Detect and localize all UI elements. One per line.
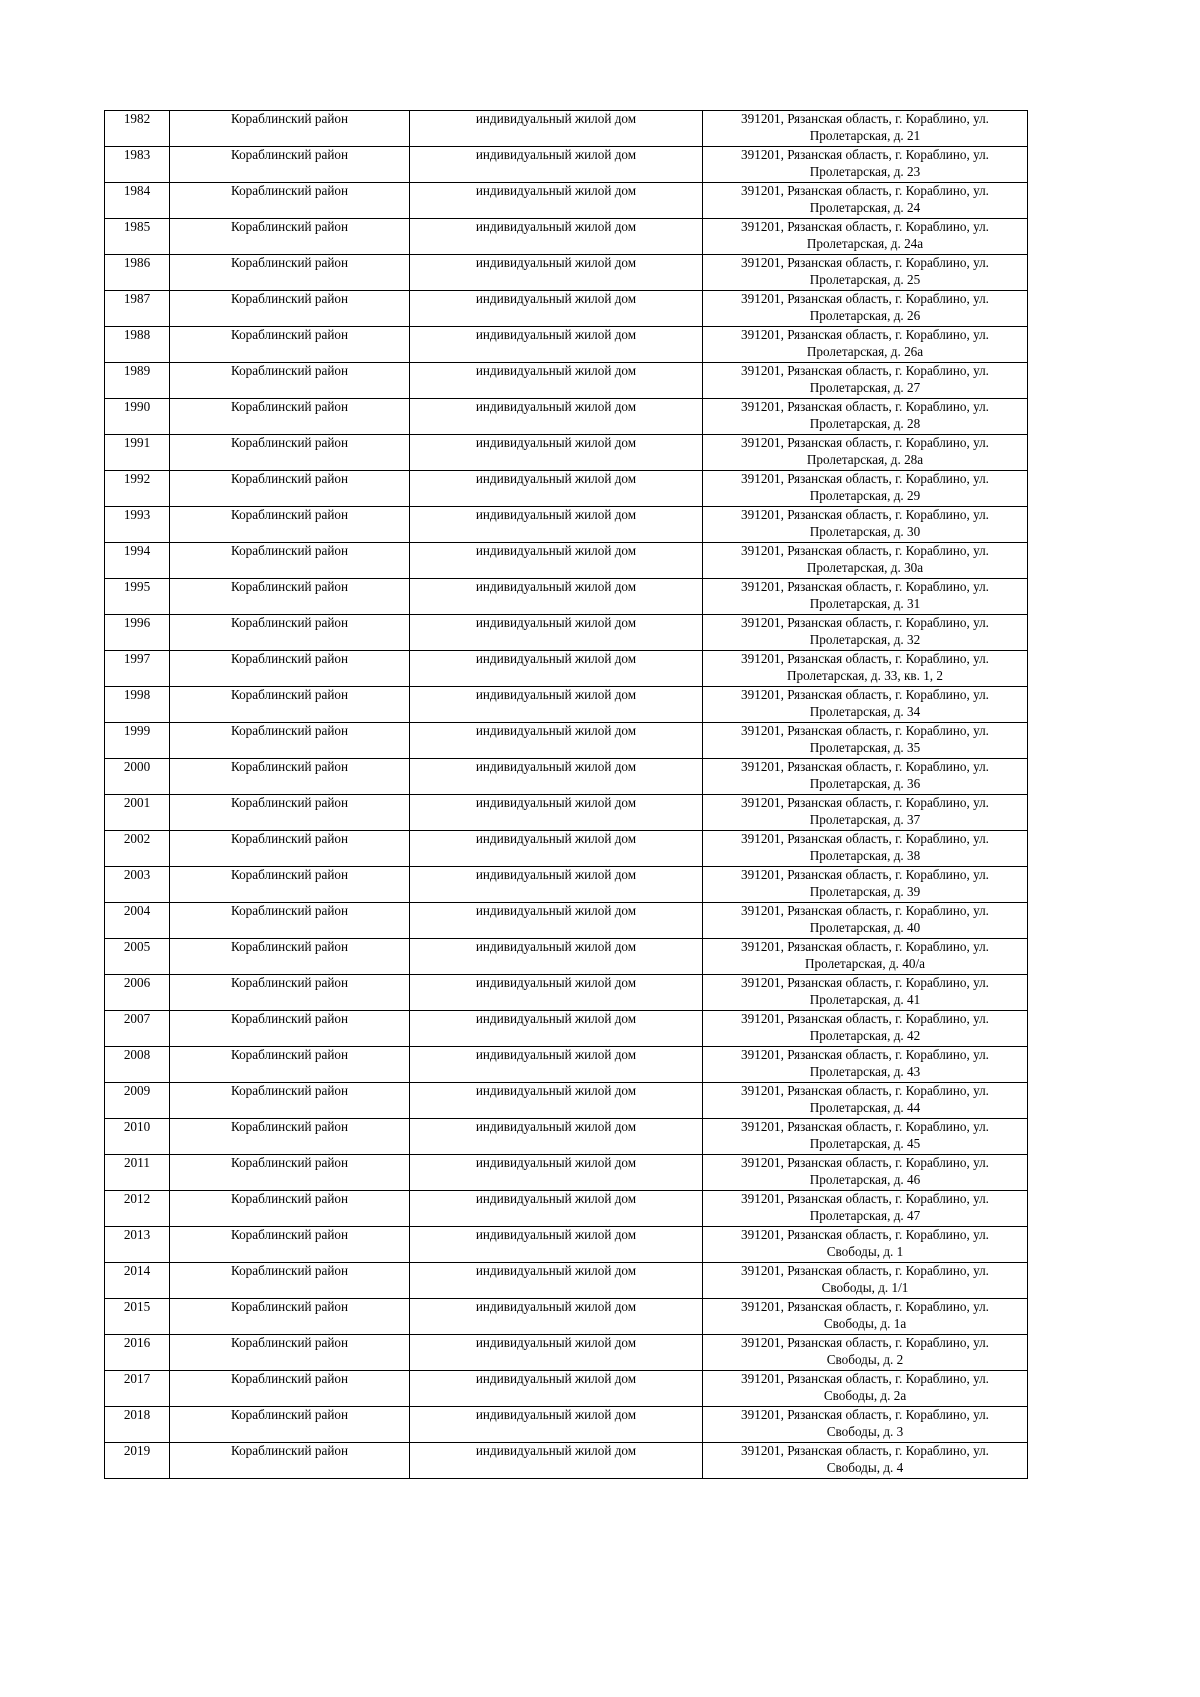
address-line-1: 391201, Рязанская область, г. Кораблино, ул.: [741, 615, 989, 630]
address-cell: [703, 435, 1028, 471]
address-line-1: 391201, Рязанская область, г. Кораблино, ул.: [741, 795, 989, 810]
row-number-cell: 1993: [105, 507, 170, 543]
row-number-cell: 2013: [105, 1227, 170, 1263]
row-number-cell: 2017: [105, 1371, 170, 1407]
registry-table: [104, 110, 1028, 1479]
row-number-cell: 1982: [105, 111, 170, 147]
address-line-2: Пролетарская, д. 33, кв. 1, 2: [786, 667, 943, 683]
district-cell: Кораблинский район: [170, 183, 410, 219]
object-type-cell: индивидуальный жилой дом: [410, 111, 703, 147]
district-cell: Кораблинский район: [170, 1371, 410, 1407]
district-cell: Кораблинский район: [170, 831, 410, 867]
table-row: [105, 831, 1028, 867]
address-line-2: Пролетарская, д. 27: [809, 379, 921, 395]
address-line-2: Пролетарская, д. 25: [809, 271, 921, 287]
district-cell: Кораблинский район: [170, 867, 410, 903]
table-row: [105, 795, 1028, 831]
row-number-cell: 2015: [105, 1299, 170, 1335]
address-line-2: Пролетарская, д. 40/а: [805, 955, 925, 971]
address-line-1: 391201, Рязанская область, г. Кораблино, ул.: [741, 183, 989, 198]
district-cell: Кораблинский район: [170, 975, 410, 1011]
row-number-cell: 2010: [105, 1119, 170, 1155]
district-cell: Кораблинский район: [170, 1047, 410, 1083]
address-cell: [703, 543, 1028, 579]
table-row: [105, 1371, 1028, 1407]
district-cell: Кораблинский район: [170, 363, 410, 399]
address-cell: [703, 255, 1028, 291]
object-type-cell: индивидуальный жилой дом: [410, 1047, 703, 1083]
address-line-2: Свободы, д. 4: [826, 1459, 904, 1475]
address-line-2: Пролетарская, д. 21: [809, 127, 921, 143]
table-row: [105, 1047, 1028, 1083]
object-type-cell: индивидуальный жилой дом: [410, 507, 703, 543]
district-cell: Кораблинский район: [170, 579, 410, 615]
object-type-cell: индивидуальный жилой дом: [410, 615, 703, 651]
table-row: [105, 255, 1028, 291]
row-number-cell: 2014: [105, 1263, 170, 1299]
address-line-2: Пролетарская, д. 46: [809, 1171, 921, 1187]
object-type-cell: индивидуальный жилой дом: [410, 687, 703, 723]
address-cell: [703, 1299, 1028, 1335]
address-cell: [703, 1227, 1028, 1263]
table-row: [105, 435, 1028, 471]
address-line-1: 391201, Рязанская область, г. Кораблино, ул.: [741, 1335, 989, 1350]
address-line-1: 391201, Рязанская область, г. Кораблино, ул.: [741, 831, 989, 846]
address-line-1: 391201, Рязанская область, г. Кораблино, ул.: [741, 1155, 989, 1170]
table-row: [105, 1155, 1028, 1191]
address-line-1: 391201, Рязанская область, г. Кораблино, ул.: [741, 435, 989, 450]
object-type-cell: индивидуальный жилой дом: [410, 471, 703, 507]
table-row: [105, 759, 1028, 795]
row-number-cell: 2005: [105, 939, 170, 975]
row-number-cell: 1985: [105, 219, 170, 255]
district-cell: Кораблинский район: [170, 1227, 410, 1263]
row-number-cell: 1988: [105, 327, 170, 363]
row-number-cell: 1995: [105, 579, 170, 615]
district-cell: Кораблинский район: [170, 759, 410, 795]
address-cell: [703, 1407, 1028, 1443]
row-number-cell: 2000: [105, 759, 170, 795]
table-row: [105, 507, 1028, 543]
table-row: [105, 147, 1028, 183]
address-line-1: 391201, Рязанская область, г. Кораблино, ул.: [741, 939, 989, 954]
address-line-1: 391201, Рязанская область, г. Кораблино, ул.: [741, 1299, 989, 1314]
district-cell: Кораблинский район: [170, 1263, 410, 1299]
table-row: [105, 1299, 1028, 1335]
address-line-2: Пролетарская, д. 23: [809, 163, 921, 179]
row-number-cell: 2016: [105, 1335, 170, 1371]
object-type-cell: индивидуальный жилой дом: [410, 363, 703, 399]
address-line-2: Свободы, д. 1: [826, 1243, 904, 1259]
object-type-cell: индивидуальный жилой дом: [410, 723, 703, 759]
address-cell: [703, 1191, 1028, 1227]
row-number-cell: 1992: [105, 471, 170, 507]
address-line-2: Пролетарская, д. 28а: [806, 451, 924, 467]
row-number-cell: 2007: [105, 1011, 170, 1047]
district-cell: Кораблинский район: [170, 507, 410, 543]
object-type-cell: индивидуальный жилой дом: [410, 291, 703, 327]
row-number-cell: 1991: [105, 435, 170, 471]
row-number-cell: 2003: [105, 867, 170, 903]
table-row: [105, 363, 1028, 399]
address-line-1: 391201, Рязанская область, г. Кораблино, ул.: [741, 543, 989, 558]
table-row: [105, 399, 1028, 435]
row-number-cell: 2001: [105, 795, 170, 831]
district-cell: Кораблинский район: [170, 435, 410, 471]
table-row: [105, 543, 1028, 579]
table-row: [105, 651, 1028, 687]
district-cell: Кораблинский район: [170, 399, 410, 435]
row-number-cell: 2018: [105, 1407, 170, 1443]
object-type-cell: индивидуальный жилой дом: [410, 795, 703, 831]
address-line-1: 391201, Рязанская область, г. Кораблино, ул.: [741, 1227, 989, 1242]
row-number-cell: 2006: [105, 975, 170, 1011]
row-number-cell: 1994: [105, 543, 170, 579]
row-number-cell: 1990: [105, 399, 170, 435]
table-row: [105, 975, 1028, 1011]
table-row: [105, 867, 1028, 903]
object-type-cell: индивидуальный жилой дом: [410, 1263, 703, 1299]
object-type-cell: индивидуальный жилой дом: [410, 1371, 703, 1407]
address-line-1: 391201, Рязанская область, г. Кораблино, ул.: [741, 327, 989, 342]
district-cell: Кораблинский район: [170, 1335, 410, 1371]
address-cell: [703, 1443, 1028, 1479]
district-cell: Кораблинский район: [170, 543, 410, 579]
address-line-2: Пролетарская, д. 26: [809, 307, 921, 323]
address-line-2: Пролетарская, д. 31: [809, 595, 921, 611]
table-row: [105, 579, 1028, 615]
address-line-2: Пролетарская, д. 29: [809, 487, 921, 503]
address-line-2: Пролетарская, д. 35: [809, 739, 921, 755]
row-number-cell: 1989: [105, 363, 170, 399]
address-cell: [703, 939, 1028, 975]
district-cell: Кораблинский район: [170, 939, 410, 975]
district-cell: Кораблинский район: [170, 1155, 410, 1191]
address-cell: [703, 1011, 1028, 1047]
address-line-1: 391201, Рязанская область, г. Кораблино, ул.: [741, 1083, 989, 1098]
address-line-1: 391201, Рязанская область, г. Кораблино, ул.: [741, 1011, 989, 1026]
table-row: [105, 1083, 1028, 1119]
address-line-2: Пролетарская, д. 41: [809, 991, 921, 1007]
address-line-2: Свободы, д. 3: [826, 1423, 904, 1439]
address-line-1: 391201, Рязанская область, г. Кораблино, ул.: [741, 1191, 989, 1206]
table-row: [105, 111, 1028, 147]
object-type-cell: индивидуальный жилой дом: [410, 651, 703, 687]
address-line-2: Пролетарская, д. 30: [809, 523, 921, 539]
object-type-cell: индивидуальный жилой дом: [410, 1407, 703, 1443]
address-cell: [703, 579, 1028, 615]
address-line-2: Пролетарская, д. 32: [809, 631, 921, 647]
address-line-2: Пролетарская, д. 26а: [806, 343, 924, 359]
district-cell: Кораблинский район: [170, 1011, 410, 1047]
row-number-cell: 2008: [105, 1047, 170, 1083]
table-row: [105, 183, 1028, 219]
address-line-1: 391201, Рязанская область, г. Кораблино, ул.: [741, 1371, 989, 1386]
district-cell: Кораблинский район: [170, 903, 410, 939]
address-line-2: Пролетарская, д. 40: [809, 919, 921, 935]
address-line-2: Пролетарская, д. 44: [809, 1099, 921, 1115]
address-cell: [703, 1371, 1028, 1407]
object-type-cell: индивидуальный жилой дом: [410, 759, 703, 795]
address-line-1: 391201, Рязанская область, г. Кораблино, ул.: [741, 111, 989, 126]
district-cell: Кораблинский район: [170, 795, 410, 831]
district-cell: Кораблинский район: [170, 471, 410, 507]
address-cell: [703, 1119, 1028, 1155]
district-cell: Кораблинский район: [170, 615, 410, 651]
address-cell: [703, 795, 1028, 831]
address-line-1: 391201, Рязанская область, г. Кораблино, ул.: [741, 147, 989, 162]
object-type-cell: индивидуальный жилой дом: [410, 939, 703, 975]
row-number-cell: 1983: [105, 147, 170, 183]
object-type-cell: индивидуальный жилой дом: [410, 183, 703, 219]
table-row: [105, 1011, 1028, 1047]
address-line-1: 391201, Рязанская область, г. Кораблино, ул.: [741, 1263, 989, 1278]
address-line-1: 391201, Рязанская область, г. Кораблино, ул.: [741, 291, 989, 306]
object-type-cell: индивидуальный жилой дом: [410, 255, 703, 291]
row-number-cell: 1997: [105, 651, 170, 687]
address-line-2: Пролетарская, д. 28: [809, 415, 921, 431]
district-cell: Кораблинский район: [170, 1299, 410, 1335]
district-cell: Кораблинский район: [170, 651, 410, 687]
registry-table-body: [105, 111, 1028, 1479]
address-line-2: Пролетарская, д. 42: [809, 1027, 921, 1043]
address-cell: [703, 1335, 1028, 1371]
address-line-1: 391201, Рязанская область, г. Кораблино, ул.: [741, 363, 989, 378]
address-cell: [703, 615, 1028, 651]
address-line-2: Пролетарская, д. 24а: [806, 235, 924, 251]
address-line-2: Пролетарская, д. 34: [809, 703, 921, 719]
object-type-cell: индивидуальный жилой дом: [410, 399, 703, 435]
address-line-2: Свободы, д. 2а: [823, 1387, 907, 1403]
address-line-1: 391201, Рязанская область, г. Кораблино, ул.: [741, 759, 989, 774]
row-number-cell: 1984: [105, 183, 170, 219]
address-line-2: Пролетарская, д. 37: [809, 811, 921, 827]
table-row: [105, 471, 1028, 507]
address-line-1: 391201, Рязанская область, г. Кораблино, ул.: [741, 687, 989, 702]
address-line-1: 391201, Рязанская область, г. Кораблино, ул.: [741, 1443, 989, 1458]
table-row: [105, 1263, 1028, 1299]
object-type-cell: индивидуальный жилой дом: [410, 903, 703, 939]
address-cell: [703, 651, 1028, 687]
row-number-cell: 1999: [105, 723, 170, 759]
row-number-cell: 2011: [105, 1155, 170, 1191]
table-row: [105, 1227, 1028, 1263]
address-line-2: Пролетарская, д. 45: [809, 1135, 921, 1151]
address-line-1: 391201, Рязанская область, г. Кораблино, ул.: [741, 651, 989, 666]
address-cell: [703, 183, 1028, 219]
object-type-cell: индивидуальный жилой дом: [410, 147, 703, 183]
address-line-2: Пролетарская, д. 38: [809, 847, 921, 863]
address-line-2: Пролетарская, д. 47: [809, 1207, 921, 1223]
object-type-cell: индивидуальный жилой дом: [410, 219, 703, 255]
district-cell: Кораблинский район: [170, 111, 410, 147]
table-row: [105, 615, 1028, 651]
table-row: [105, 723, 1028, 759]
table-row: [105, 327, 1028, 363]
row-number-cell: 1987: [105, 291, 170, 327]
address-cell: [703, 1263, 1028, 1299]
row-number-cell: 1986: [105, 255, 170, 291]
district-cell: Кораблинский район: [170, 723, 410, 759]
object-type-cell: индивидуальный жилой дом: [410, 867, 703, 903]
object-type-cell: индивидуальный жилой дом: [410, 1155, 703, 1191]
address-line-1: 391201, Рязанская область, г. Кораблино, ул.: [741, 507, 989, 522]
address-cell: [703, 867, 1028, 903]
table-row: [105, 903, 1028, 939]
address-cell: [703, 1083, 1028, 1119]
address-cell: [703, 759, 1028, 795]
district-cell: Кораблинский район: [170, 291, 410, 327]
row-number-cell: 2004: [105, 903, 170, 939]
object-type-cell: индивидуальный жилой дом: [410, 975, 703, 1011]
district-cell: Кораблинский район: [170, 327, 410, 363]
object-type-cell: индивидуальный жилой дом: [410, 1299, 703, 1335]
row-number-cell: 2012: [105, 1191, 170, 1227]
district-cell: Кораблинский район: [170, 1083, 410, 1119]
table-row: [105, 291, 1028, 327]
address-cell: [703, 975, 1028, 1011]
district-cell: Кораблинский район: [170, 1407, 410, 1443]
object-type-cell: индивидуальный жилой дом: [410, 543, 703, 579]
object-type-cell: индивидуальный жилой дом: [410, 1083, 703, 1119]
address-line-2: Свободы, д. 1а: [823, 1315, 907, 1331]
address-line-1: 391201, Рязанская область, г. Кораблино, ул.: [741, 255, 989, 270]
district-cell: Кораблинский район: [170, 687, 410, 723]
object-type-cell: индивидуальный жилой дом: [410, 1443, 703, 1479]
object-type-cell: индивидуальный жилой дом: [410, 1191, 703, 1227]
district-cell: Кораблинский район: [170, 255, 410, 291]
district-cell: Кораблинский район: [170, 1119, 410, 1155]
address-cell: [703, 327, 1028, 363]
row-number-cell: 2002: [105, 831, 170, 867]
address-cell: [703, 399, 1028, 435]
address-line-1: 391201, Рязанская область, г. Кораблино, ул.: [741, 975, 989, 990]
address-line-1: 391201, Рязанская область, г. Кораблино, ул.: [741, 219, 989, 234]
address-line-1: 391201, Рязанская область, г. Кораблино, ул.: [741, 867, 989, 882]
object-type-cell: индивидуальный жилой дом: [410, 579, 703, 615]
district-cell: Кораблинский район: [170, 219, 410, 255]
object-type-cell: индивидуальный жилой дом: [410, 1011, 703, 1047]
table-row: [105, 939, 1028, 975]
address-line-2: Пролетарская, д. 43: [809, 1063, 921, 1079]
address-cell: [703, 219, 1028, 255]
district-cell: Кораблинский район: [170, 1443, 410, 1479]
address-line-2: Свободы, д. 2: [826, 1351, 904, 1367]
address-line-2: Пролетарская, д. 24: [809, 199, 921, 215]
row-number-cell: 1996: [105, 615, 170, 651]
table-row: [105, 1191, 1028, 1227]
address-cell: [703, 363, 1028, 399]
table-row: [105, 219, 1028, 255]
table-row: [105, 1407, 1028, 1443]
address-cell: [703, 147, 1028, 183]
address-cell: [703, 1047, 1028, 1083]
address-line-2: Свободы, д. 1/1: [821, 1279, 909, 1295]
address-cell: [703, 903, 1028, 939]
table-row: [105, 687, 1028, 723]
table-row: [105, 1335, 1028, 1371]
address-cell: [703, 723, 1028, 759]
address-line-2: Пролетарская, д. 36: [809, 775, 921, 791]
table-row: [105, 1443, 1028, 1479]
object-type-cell: индивидуальный жилой дом: [410, 1119, 703, 1155]
address-line-1: 391201, Рязанская область, г. Кораблино, ул.: [741, 1047, 989, 1062]
address-line-1: 391201, Рязанская область, г. Кораблино, ул.: [741, 579, 989, 594]
row-number-cell: 2019: [105, 1443, 170, 1479]
address-line-1: 391201, Рязанская область, г. Кораблино, ул.: [741, 1407, 989, 1422]
object-type-cell: индивидуальный жилой дом: [410, 831, 703, 867]
object-type-cell: индивидуальный жилой дом: [410, 435, 703, 471]
address-cell: [703, 111, 1028, 147]
object-type-cell: индивидуальный жилой дом: [410, 1335, 703, 1371]
address-cell: [703, 507, 1028, 543]
row-number-cell: 1998: [105, 687, 170, 723]
row-number-cell: 2009: [105, 1083, 170, 1119]
address-line-1: 391201, Рязанская область, г. Кораблино, ул.: [741, 903, 989, 918]
table-row: [105, 1119, 1028, 1155]
address-cell: [703, 471, 1028, 507]
address-cell: [703, 291, 1028, 327]
address-cell: [703, 1155, 1028, 1191]
object-type-cell: индивидуальный жилой дом: [410, 327, 703, 363]
address-cell: [703, 831, 1028, 867]
address-line-2: Пролетарская, д. 39: [809, 883, 921, 899]
address-line-1: 391201, Рязанская область, г. Кораблино, ул.: [741, 471, 989, 486]
address-line-2: Пролетарская, д. 30а: [806, 559, 924, 575]
address-cell: [703, 687, 1028, 723]
address-line-1: 391201, Рязанская область, г. Кораблино, ул.: [741, 723, 989, 738]
address-line-1: 391201, Рязанская область, г. Кораблино, ул.: [741, 399, 989, 414]
district-cell: Кораблинский район: [170, 1191, 410, 1227]
object-type-cell: индивидуальный жилой дом: [410, 1227, 703, 1263]
address-line-1: 391201, Рязанская область, г. Кораблино, ул.: [741, 1119, 989, 1134]
district-cell: Кораблинский район: [170, 147, 410, 183]
